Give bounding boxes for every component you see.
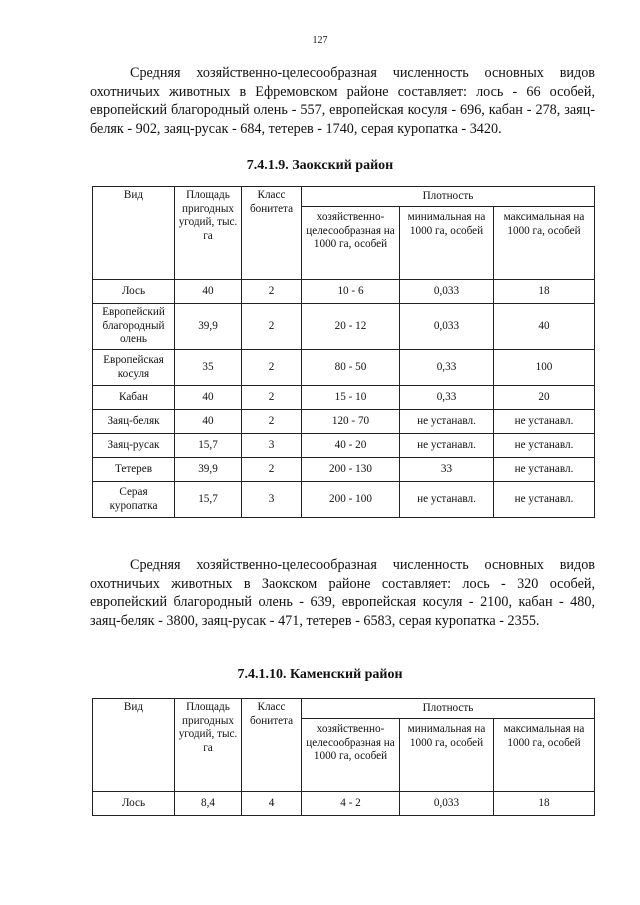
table-row [93,434,595,458]
cell-species: Заяц-беляк [93,410,175,434]
header-class: Класс бонитета [242,699,302,792]
cell-class: 2 [242,280,302,304]
cell-optimal: 20 - 12 [302,304,400,350]
cell-max: не устанавл. [494,458,595,482]
cell-max: 18 [494,280,595,304]
header-max: максимальная на 1000 га, особей [494,207,595,280]
cell-max: 40 [494,304,595,350]
cell-optimal: 40 - 20 [302,434,400,458]
cell-max: 20 [494,386,595,410]
cell-area: 35 [175,350,242,386]
section-title-zaoksky: 7.4.1.9. Заокский район [246,158,394,173]
cell-max: не устанавл. [494,434,595,458]
cell-optimal: 200 - 100 [302,482,400,518]
header-min: минимальная на 1000 га, особей [400,719,494,792]
header-species: Вид [93,699,175,792]
table-row [93,482,595,518]
cell-min: 33 [400,458,494,482]
header-optimal: хозяйственно-целесообразная на 1000 га, особей [302,719,400,792]
cell-optimal: 120 - 70 [302,410,400,434]
cell-min: не устанавл. [400,434,494,458]
table-kamensky [92,698,595,816]
cell-optimal: 15 - 10 [302,386,400,410]
cell-optimal: 200 - 130 [302,458,400,482]
cell-class: 2 [242,304,302,350]
table-row [93,386,595,410]
cell-area: 40 [175,410,242,434]
header-species: Вид [93,187,175,280]
page-number: 127 [312,35,328,46]
table-row [93,410,595,434]
cell-class: 4 [242,792,302,816]
cell-optimal: 80 - 50 [302,350,400,386]
header-density: Плотность [302,187,595,207]
cell-min: 0,033 [400,792,494,816]
cell-species: Европейская косуля [93,350,175,386]
cell-species: Лось [93,792,175,816]
paragraph-zaoksky-summary: Средняя хозяйственно-целесообразная численность основных видов охотничьих животных в Заокском районе составляет: лось - 320 особей, европейский благородный олень - 639, европейская косуля - 2100, кабан - 480, заяц-беляк - 3800, заяц-русак - 471, тетерев - 6583, серая куропатка - 2355. [90,557,595,629]
cell-species: Кабан [93,386,175,410]
cell-area: 15,7 [175,434,242,458]
cell-area: 39,9 [175,304,242,350]
header-min: минимальная на 1000 га, особей [400,207,494,280]
cell-min: 0,33 [400,350,494,386]
section-title-kamensky: 7.4.1.10. Каменский район [237,667,403,682]
table-row [93,350,595,386]
cell-min: 0,33 [400,386,494,410]
cell-area: 40 [175,386,242,410]
cell-optimal: 4 - 2 [302,792,400,816]
paragraph-efremov-summary: Средняя хозяйственно-целесообразная численность основных видов охотничьих животных в Ефремовском районе составляет: лось - 66 особей, европейский благородный олень - 557, европейская косуля - 696, кабан - 278, заяц-беляк - 902, заяц-русак - 684, тетерев - 1740, серая куропатка - 3420. [90,65,595,137]
header-class: Класс бонитета [242,187,302,280]
cell-max: 18 [494,792,595,816]
cell-max: не устанавл. [494,410,595,434]
cell-max: не устанавл. [494,482,595,518]
cell-min: 0,033 [400,304,494,350]
cell-area: 15,7 [175,482,242,518]
cell-species: Тетерев [93,458,175,482]
cell-max: 100 [494,350,595,386]
cell-class: 3 [242,434,302,458]
cell-class: 2 [242,458,302,482]
table-row [93,304,595,350]
cell-min: не устанавл. [400,410,494,434]
header-area: Площадь пригодных угодий, тыс. га [175,187,242,280]
cell-species: Заяц-русак [93,434,175,458]
cell-class: 2 [242,350,302,386]
cell-species: Европейский благородный олень [93,304,175,350]
cell-area: 8,4 [175,792,242,816]
table-zaoksky [92,186,595,518]
cell-species: Лось [93,280,175,304]
cell-area: 40 [175,280,242,304]
header-max: максимальная на 1000 га, особей [494,719,595,792]
cell-min: не устанавл. [400,482,494,518]
cell-min: 0,033 [400,280,494,304]
cell-class: 2 [242,410,302,434]
cell-area: 39,9 [175,458,242,482]
table-row [93,280,595,304]
table-row [93,792,595,816]
cell-class: 3 [242,482,302,518]
header-density: Плотность [302,699,595,719]
header-optimal: хозяйственно-целесообразная на 1000 га, особей [302,207,400,280]
cell-class: 2 [242,386,302,410]
cell-species: Серая куропатка [93,482,175,518]
table-row [93,458,595,482]
header-area: Площадь пригодных угодий, тыс. га [175,699,242,792]
cell-optimal: 10 - 6 [302,280,400,304]
